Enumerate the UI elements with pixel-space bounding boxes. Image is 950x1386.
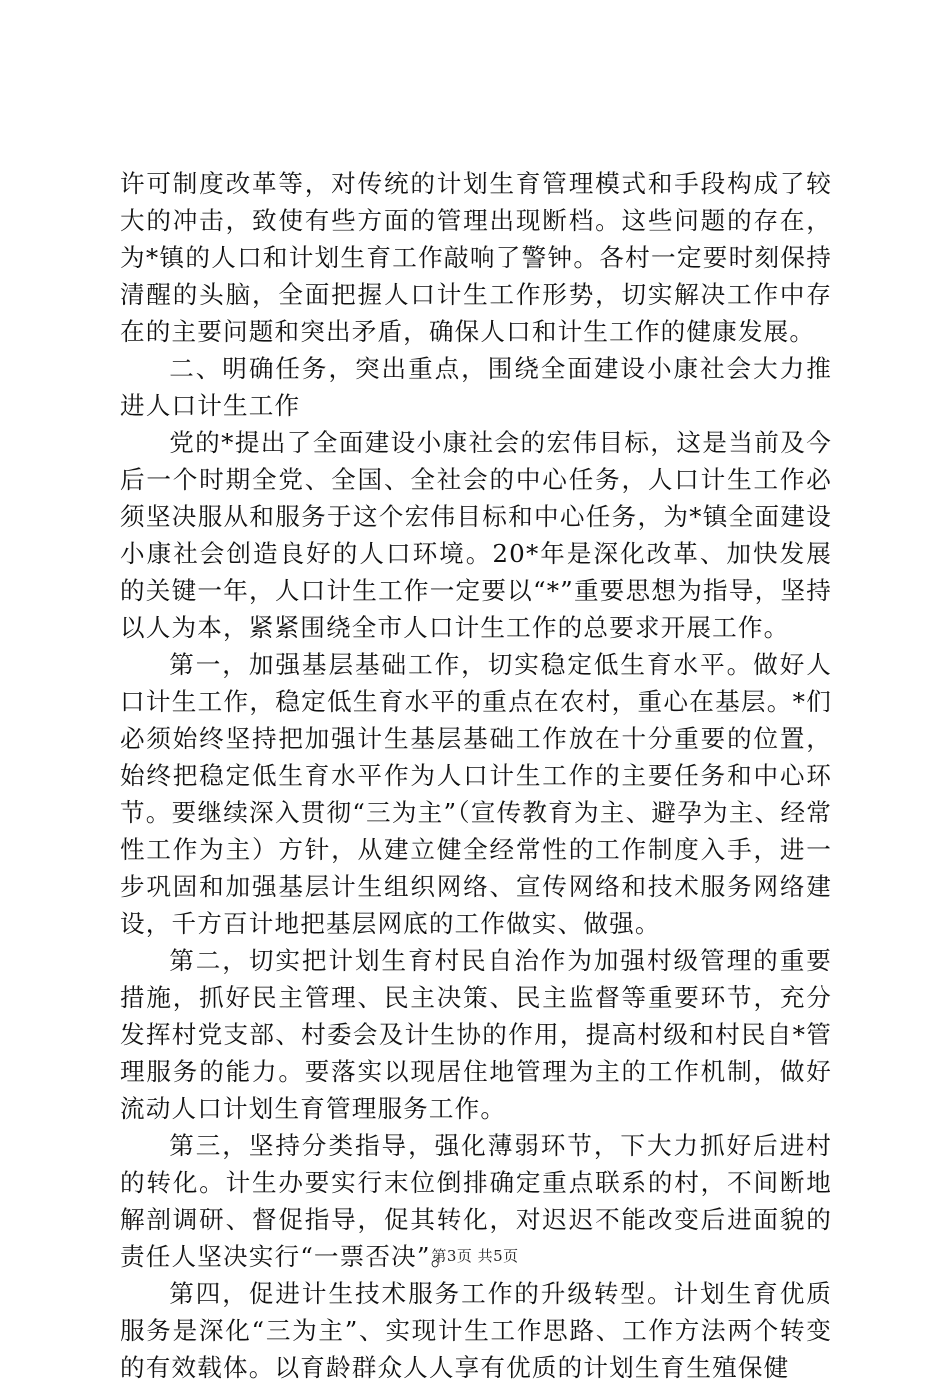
document-body bbox=[120, 165, 832, 1386]
paragraph: 党的*提出了全面建设小康社会的宏伟目标，这是当前及今后一个时期全党、全国、全社会的中心任务，人口计生工作必须坚决服从和服务于这个宏伟目标和中心任务，为*镇全面建设小康社会创造良好的人口环境。20*年是深化改革、加快发展的关键一年，人口计生工作一定要以“*”重要思想为指导，坚持以人为本，紧紧围绕全市人口计生工作的总要求开展工作。 bbox=[120, 428, 832, 642]
page-footer: 第3页 共5页 bbox=[431, 1247, 519, 1265]
paragraph: 许可制度改革等，对传统的计划生育管理模式和手段构成了较大的冲击，致使有些方面的管理出现断档。这些问题的存在，为*镇的人口和计划生育工作敲响了警钟。各村一定要时刻保持清醒的头脑，全面把握人口计生工作形势，切实解决工作中存在的主要问题和突出矛盾，确保人口和计生工作的健康发展。 bbox=[120, 169, 832, 346]
paragraph: 第一，加强基层基础工作，切实稳定低生育水平。做好人口计生工作，稳定低生育水平的重点在农村，重心在基层。*们必须始终坚持把加强计生基层基础工作放在十分重要的位置，始终把稳定低生育水平作为人口计生工作的主要任务和中心环节。要继续深入贯彻“三为主”（宣传教育为主、避孕为主、经常性工作为主）方针，从建立健全经常性的工作制度入手，进一步巩固和加强基层计生组织网络、宣传网络和技术服务网络建设，千方百计地把基层网底的工作做实、做强。 bbox=[120, 650, 832, 938]
section-heading: 二、明确任务，突出重点，围绕全面建设小康社会大力推进人口计生工作 bbox=[120, 354, 832, 420]
paragraph: 第三，坚持分类指导，强化薄弱环节，下大力抓好后进村的转化。计生办要实行末位倒排确定重点联系的村，不间断地解剖调研、督促指导，促其转化，对迟迟不能改变后进面貌的责任人坚决实行“一票否决”。 bbox=[120, 1131, 832, 1271]
paragraph: 第四，促进计生技术服务工作的升级转型。计划生育优质服务是深化“三为主”、实现计生工作思路、工作方法两个转变的有效载体。以育龄群众人人享有优质的计划生育生殖保健 bbox=[120, 1279, 832, 1382]
paragraph: 第二，切实把计划生育村民自治作为加强村级管理的重要措施，抓好民主管理、民主决策、民主监督等重要环节，充分发挥村党支部、村委会及计生协的作用，提高村级和村民自*管理服务的能力。要落实以现居住地管理为主的工作机制，做好流动人口计划生育管理服务工作。 bbox=[120, 946, 832, 1123]
